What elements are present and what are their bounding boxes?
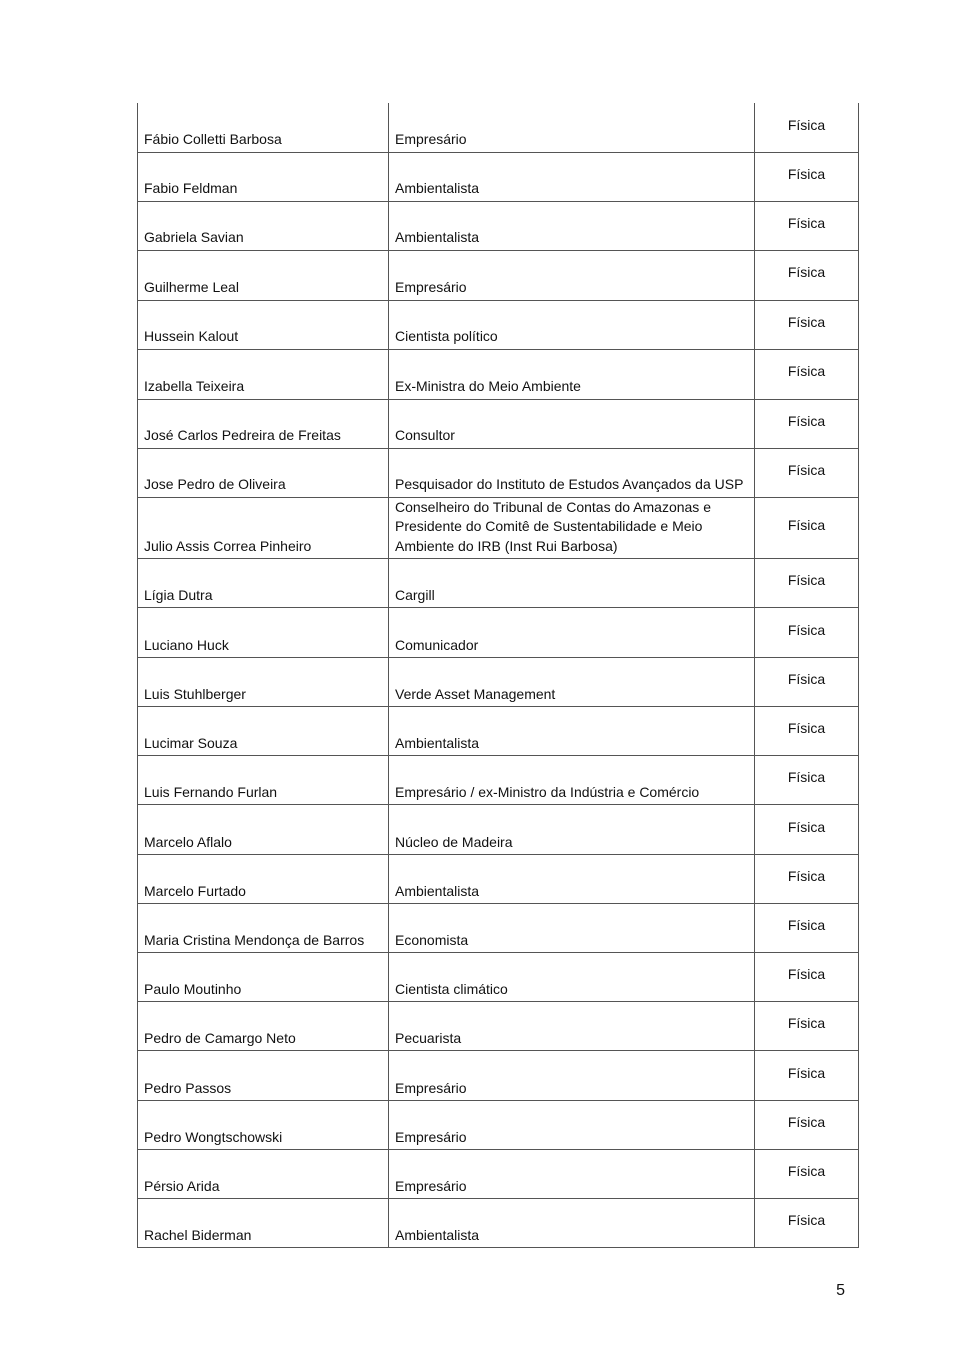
member-name-cell: Lígia Dutra	[138, 559, 389, 608]
member-type-cell: Física	[755, 399, 859, 448]
member-type-cell: Física	[755, 1199, 859, 1248]
member-name-cell: Marcelo Aflalo	[138, 805, 389, 855]
table-row	[138, 855, 859, 904]
member-type-cell: Física	[755, 658, 859, 707]
member-name-cell: Julio Assis Correa Pinheiro	[138, 497, 389, 559]
member-name-cell: Luis Stuhlberger	[138, 658, 389, 707]
member-role-cell: Consultor	[389, 399, 755, 448]
member-type-cell: Física	[755, 349, 859, 399]
member-name-cell: Luciano Huck	[138, 608, 389, 658]
member-type-cell: Física	[755, 707, 859, 756]
member-role-cell: Economista	[389, 904, 755, 953]
member-role-cell: Empresário	[389, 1101, 755, 1150]
table-row	[138, 559, 859, 608]
member-role-cell: Empresário / ex-Ministro da Indústria e Comércio	[389, 756, 755, 805]
member-role-cell: Cientista climático	[389, 953, 755, 1002]
member-name-cell: Marcelo Furtado	[138, 855, 389, 904]
member-name-cell: Pedro Passos	[138, 1051, 389, 1101]
member-role-cell: Conselheiro do Tribunal de Contas do Amazonas e Presidente do Comitê de Sustentabilidade e Meio Ambiente do IRB (Inst Rui Barbosa)	[389, 497, 755, 559]
member-name-cell: Lucimar Souza	[138, 707, 389, 756]
member-type-cell: Física	[755, 1002, 859, 1051]
member-role-cell: Cientista político	[389, 300, 755, 349]
member-role-cell: Ambientalista	[389, 1199, 755, 1248]
table-row	[138, 904, 859, 953]
member-name-cell: Paulo Moutinho	[138, 953, 389, 1002]
member-name-cell: Rachel Biderman	[138, 1199, 389, 1248]
member-name-cell: José Carlos Pedreira de Freitas	[138, 399, 389, 448]
member-role-cell: Pecuarista	[389, 1002, 755, 1051]
table-row	[138, 756, 859, 805]
member-type-cell: Física	[755, 805, 859, 855]
table-row	[138, 300, 859, 349]
member-type-cell: Física	[755, 855, 859, 904]
member-name-cell: Gabriela Savian	[138, 201, 389, 250]
member-type-cell: Física	[755, 559, 859, 608]
table-row	[138, 707, 859, 756]
member-type-cell: Física	[755, 904, 859, 953]
member-role-cell: Empresário	[389, 1051, 755, 1101]
member-role-cell: Empresário	[389, 1150, 755, 1199]
member-name-cell: Pedro de Camargo Neto	[138, 1002, 389, 1051]
member-type-cell: Física	[755, 497, 859, 559]
member-name-cell: Jose Pedro de Oliveira	[138, 448, 389, 497]
member-role-cell: Ambientalista	[389, 707, 755, 756]
table-row	[138, 1051, 859, 1101]
table-row	[138, 1150, 859, 1199]
table-row	[138, 399, 859, 448]
member-name-cell: Fábio Colletti Barbosa	[138, 103, 389, 152]
member-type-cell: Física	[755, 201, 859, 250]
table-row	[138, 201, 859, 250]
member-type-cell: Física	[755, 1150, 859, 1199]
member-type-cell: Física	[755, 250, 859, 300]
member-type-cell: Física	[755, 608, 859, 658]
member-name-cell: Maria Cristina Mendonça de Barros	[138, 904, 389, 953]
table-row	[138, 1101, 859, 1150]
member-name-cell: Izabella Teixeira	[138, 349, 389, 399]
member-name-cell: Luis Fernando Furlan	[138, 756, 389, 805]
member-role-cell: Verde Asset Management	[389, 658, 755, 707]
member-name-cell: Guilherme Leal	[138, 250, 389, 300]
table-body	[138, 103, 859, 1248]
table-row	[138, 1002, 859, 1051]
member-type-cell: Física	[755, 1051, 859, 1101]
member-name-cell: Pedro Wongtschowski	[138, 1101, 389, 1150]
table-row	[138, 805, 859, 855]
member-type-cell: Física	[755, 103, 859, 152]
table-row	[138, 250, 859, 300]
table-row	[138, 953, 859, 1002]
member-type-cell: Física	[755, 1101, 859, 1150]
table-row	[138, 1199, 859, 1248]
member-role-cell: Pesquisador do Instituto de Estudos Avançados da USP	[389, 448, 755, 497]
table-row	[138, 349, 859, 399]
member-type-cell: Física	[755, 152, 859, 201]
member-name-cell: Hussein Kalout	[138, 300, 389, 349]
table-row	[138, 448, 859, 497]
member-role-cell: Ambientalista	[389, 152, 755, 201]
member-role-cell: Ambientalista	[389, 855, 755, 904]
member-role-cell: Ambientalista	[389, 201, 755, 250]
page-number: 5	[836, 1282, 845, 1299]
table-row	[138, 103, 859, 152]
table-row	[138, 152, 859, 201]
member-type-cell: Física	[755, 448, 859, 497]
member-name-cell: Fabio Feldman	[138, 152, 389, 201]
member-type-cell: Física	[755, 953, 859, 1002]
member-role-cell: Comunicador	[389, 608, 755, 658]
member-role-cell: Ex-Ministra do Meio Ambiente	[389, 349, 755, 399]
table-row	[138, 608, 859, 658]
member-role-cell: Empresário	[389, 103, 755, 152]
member-role-cell: Cargill	[389, 559, 755, 608]
table-row	[138, 658, 859, 707]
member-role-cell: Núcleo de Madeira	[389, 805, 755, 855]
member-role-cell: Empresário	[389, 250, 755, 300]
member-name-cell: Pérsio Arida	[138, 1150, 389, 1199]
member-type-cell: Física	[755, 300, 859, 349]
members-table	[137, 103, 859, 1248]
table-row	[138, 497, 859, 559]
member-type-cell: Física	[755, 756, 859, 805]
